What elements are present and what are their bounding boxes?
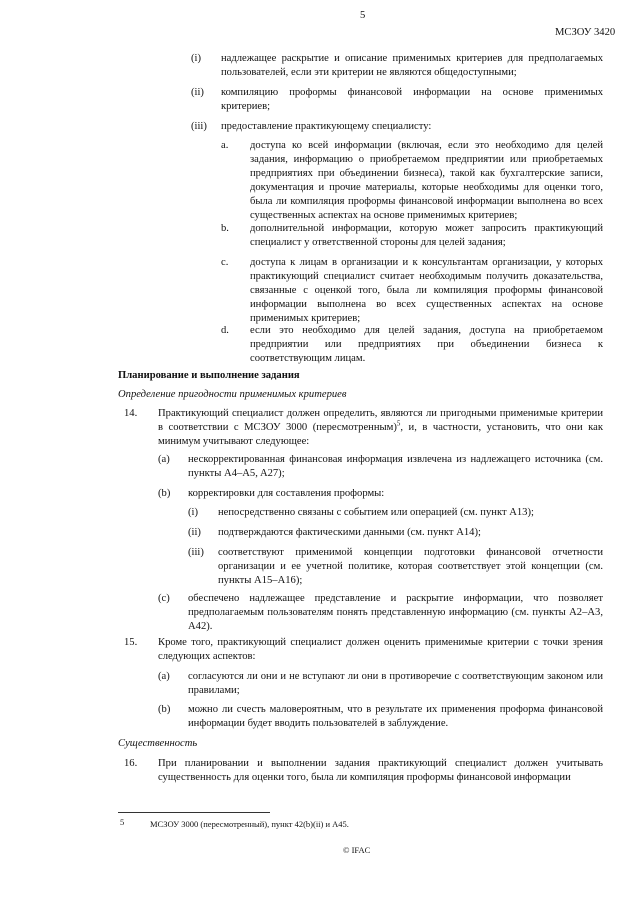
list-item-text: компиляцию проформы финансовой информации на основе применимых критериев; xyxy=(221,87,603,112)
paragraph-text: При планировании и выполнении задания практикующий специалист должен учитывать существенность для оценки того, была ли компиляция проформы финансовой информации xyxy=(158,758,603,783)
list-item-text: подтверждаются фактическими данными (см. пункт A14); xyxy=(218,527,481,538)
list-marker: (iii) xyxy=(191,121,207,132)
section-heading: Планирование и выполнение задания xyxy=(118,370,300,381)
list-item-text: доступа ко всей информации (включая, если это необходимо для целей задания, информацию о приобретаемом предприятии или приобретаемых предприятиях при объединении бизнеса), такой как бухгалтерские записи, документация и прочие материалы, которые необходимы для оценки того, была ли компиляция проформы финансовой информации выполнена во всех существенных аспектах на основе применимых критериев; xyxy=(250,140,603,221)
footnote-text: МСЗОУ 3000 (пересмотренный), пункт 42(b)(ii) и A45. xyxy=(150,819,349,829)
list-item-text: если это необходимо для целей задания, доступа на приобретаемом предприятии или предприятиях при объединении бизнеса к соответствующим лицам. xyxy=(250,325,603,364)
subsection-heading: Определение пригодности применимых критериев xyxy=(118,389,347,400)
list-marker: (i) xyxy=(188,507,198,518)
list-marker: b. xyxy=(221,223,229,234)
list-marker: (a) xyxy=(158,454,170,465)
document-code: МСЗОУ 3420 xyxy=(555,27,616,38)
list-item-text: обеспечено надлежащее представление и раскрытие информации, что позволяет предполагаемым пользователям понять представленную информацию (см. пункты A2–A3, A42). xyxy=(188,593,603,632)
list-item-text: корректировки для составления проформы: xyxy=(188,488,385,499)
paragraph-text: Кроме того, практикующий специалист должен оценить применимые критерии с точки зрения следующих аспектов: xyxy=(158,637,603,662)
paragraph-text: Практикующий специалист должен определить, являются ли пригодными применимые критерии в соответствии с МСЗОУ 3000 (пересмотренным)$^5$, и, в частности, установить, что они как минимум учитывают следующее: xyxy=(158,408,604,447)
list-item-text: можно ли счесть маловероятным, что в результате их применения проформа финансовой информации будет вводить пользователей в заблуждение. xyxy=(188,704,603,729)
list-item-text: непосредственно связаны с событием или операцией (см. пункт A13); xyxy=(218,507,534,518)
list-marker: (b) xyxy=(158,488,171,499)
list-marker: c. xyxy=(221,257,229,268)
list-item-text: дополнительной информации, которую может запросить практикующий специалист у ответственной стороны для целей задания; xyxy=(250,223,603,248)
list-item-text: нескорректированная финансовая информация извлечена из надлежащего источника (см. пункты A4–A5, A27); xyxy=(188,454,603,479)
list-item-text: надлежащее раскрытие и описание применимых критериев для предполагаемых пользователей, если эти критерии не являются общедоступными; xyxy=(221,53,603,78)
page-footer: © IFAC xyxy=(343,845,371,855)
list-marker: (ii) xyxy=(188,527,201,538)
list-marker: d. xyxy=(221,325,229,336)
list-marker: (c) xyxy=(158,593,170,604)
subsection-heading: Существенность xyxy=(118,738,198,749)
paragraph-number: 14. xyxy=(124,408,138,419)
list-item-text: предоставление практикующему специалисту: xyxy=(221,121,432,132)
paragraph-number: 16. xyxy=(124,758,138,769)
list-marker: (ii) xyxy=(191,87,204,98)
paragraph-number: 15. xyxy=(124,637,138,648)
list-marker: (i) xyxy=(191,53,201,64)
list-item-text: согласуются ли они и не вступают ли они в противоречие с соответствующим законом или правилами; xyxy=(188,671,603,696)
list-marker: (a) xyxy=(158,671,170,682)
list-marker: (iii) xyxy=(188,547,204,558)
page-number: 5 xyxy=(360,10,366,21)
footnote-marker: 5 xyxy=(120,817,125,827)
footnote-separator xyxy=(118,812,270,813)
list-item-text: доступа к лицам в организации и к консультантам организации, у которых практикующий специалист считает необходимым получить доказательства, связанные с оценкой того, была ли компиляция проформы финансовой информации выполнена во всех существенных аспектах на основе применимых критериев; xyxy=(250,257,603,324)
list-marker: (b) xyxy=(158,704,171,715)
footnote-ref: 5 xyxy=(396,419,401,428)
list-marker: a. xyxy=(221,140,229,151)
list-item-text: соответствуют применимой концепции подготовки финансовой отчетности организации и ее учетной политике, которая соответствует этой концепции (см. пункты A15–A16); xyxy=(218,547,603,586)
